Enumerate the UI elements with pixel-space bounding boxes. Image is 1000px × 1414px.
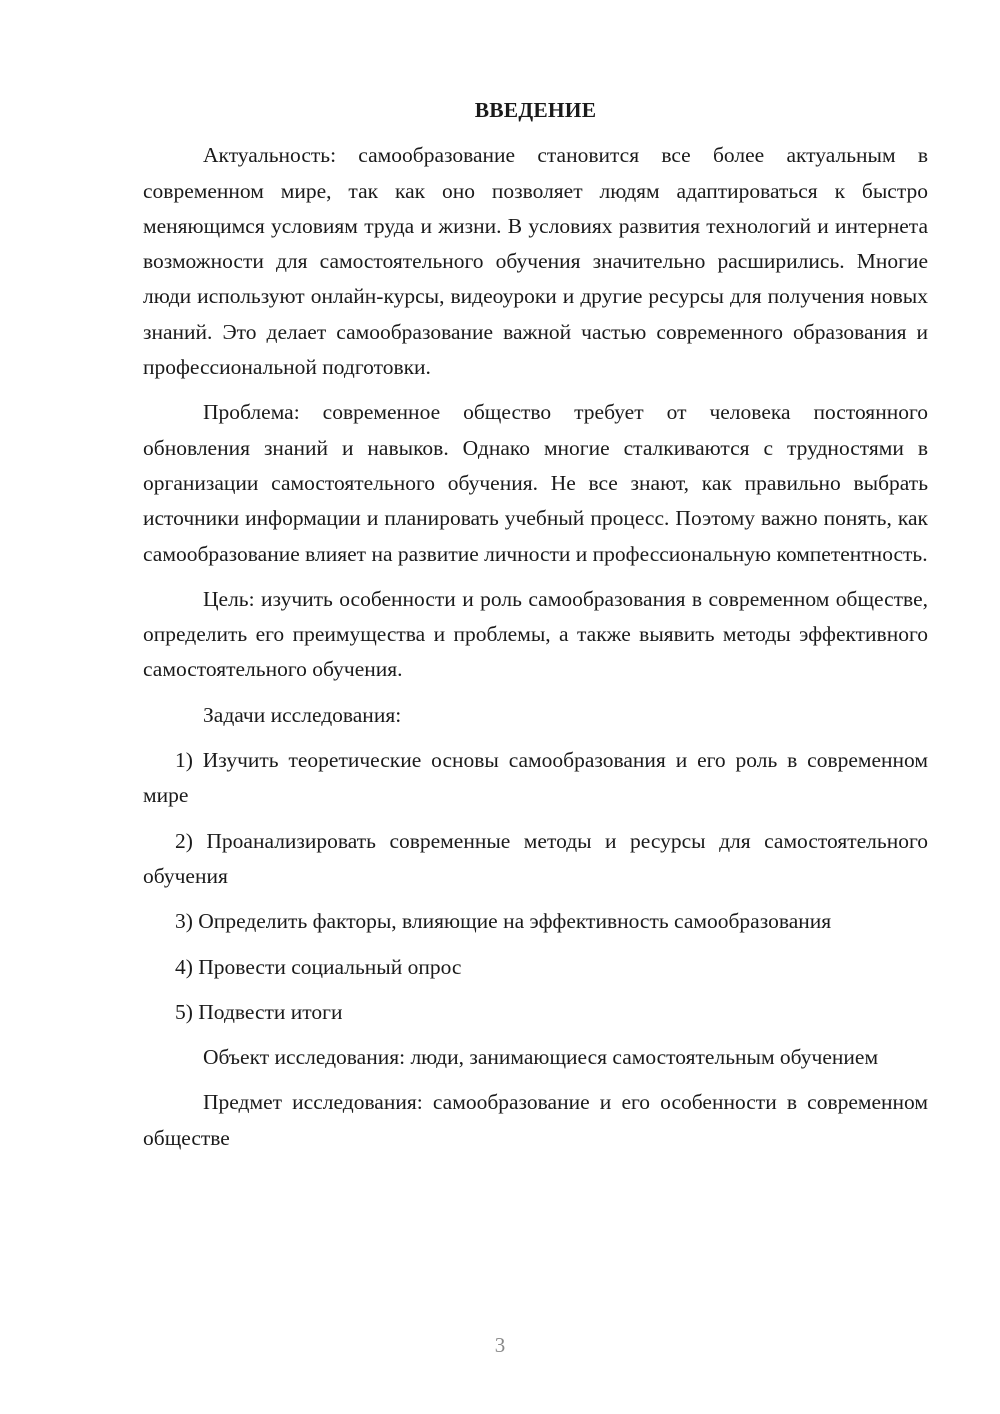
task-item-2: 2) Проанализировать современные методы и ресурсы для самостоятельного обучения [143,828,928,888]
page-number: 3 [494,1333,506,1357]
goal-paragraph: Цель: изучить особенности и роль самообразования в современном обществе, определить его преимущества и проблемы, а также выявить методы эффективного самостоятельного обучения. [143,586,928,682]
subject-paragraph: Предмет исследования: самообразование и его особенности в современном обществе [143,1090,928,1150]
relevance-paragraph: Актуальность: самообразование становится все более актуальным в современном мире, так как оно позволяет людям адаптироваться к быстро меняющимся условиям труда и жизни. В условиях развития технологий и интернета возможности для самостоятельного обучения значительно расширились. Многие люди используют онлайн-курсы, видеоуроки и другие ресурсы для получения новых знаний. Это делает самообразование важной частью современного образования и профессиональной подготовки. [143,143,928,380]
task-item-4: 4) Провести социальный опрос [175,954,462,979]
document-page [143,93,928,1156]
tasks-heading: Задачи исследования: [203,702,402,727]
task-item-1: 1) Изучить теоретические основы самообразования и его роль в современном мире [143,748,928,808]
task-item-5: 5) Подвести итоги [175,999,343,1024]
problem-paragraph: Проблема: современное общество требует от человека постоянного обновления знаний и навыков. Однако многие сталкиваются с трудностями в организации самостоятельного обучения. Не все знают, как правильно выбрать источники информации и планировать учебный процесс. Поэтому важно понять, как самообразование влияет на развитие личности и профессиональную компетентность. [143,400,928,566]
object-paragraph: Объект исследования: люди, занимающиеся самостоятельным обучением [203,1045,879,1070]
task-item-3: 3) Определить факторы, влияющие на эффективность самообразования [175,909,832,934]
page-title: ВВЕДЕНИЕ [474,98,597,122]
